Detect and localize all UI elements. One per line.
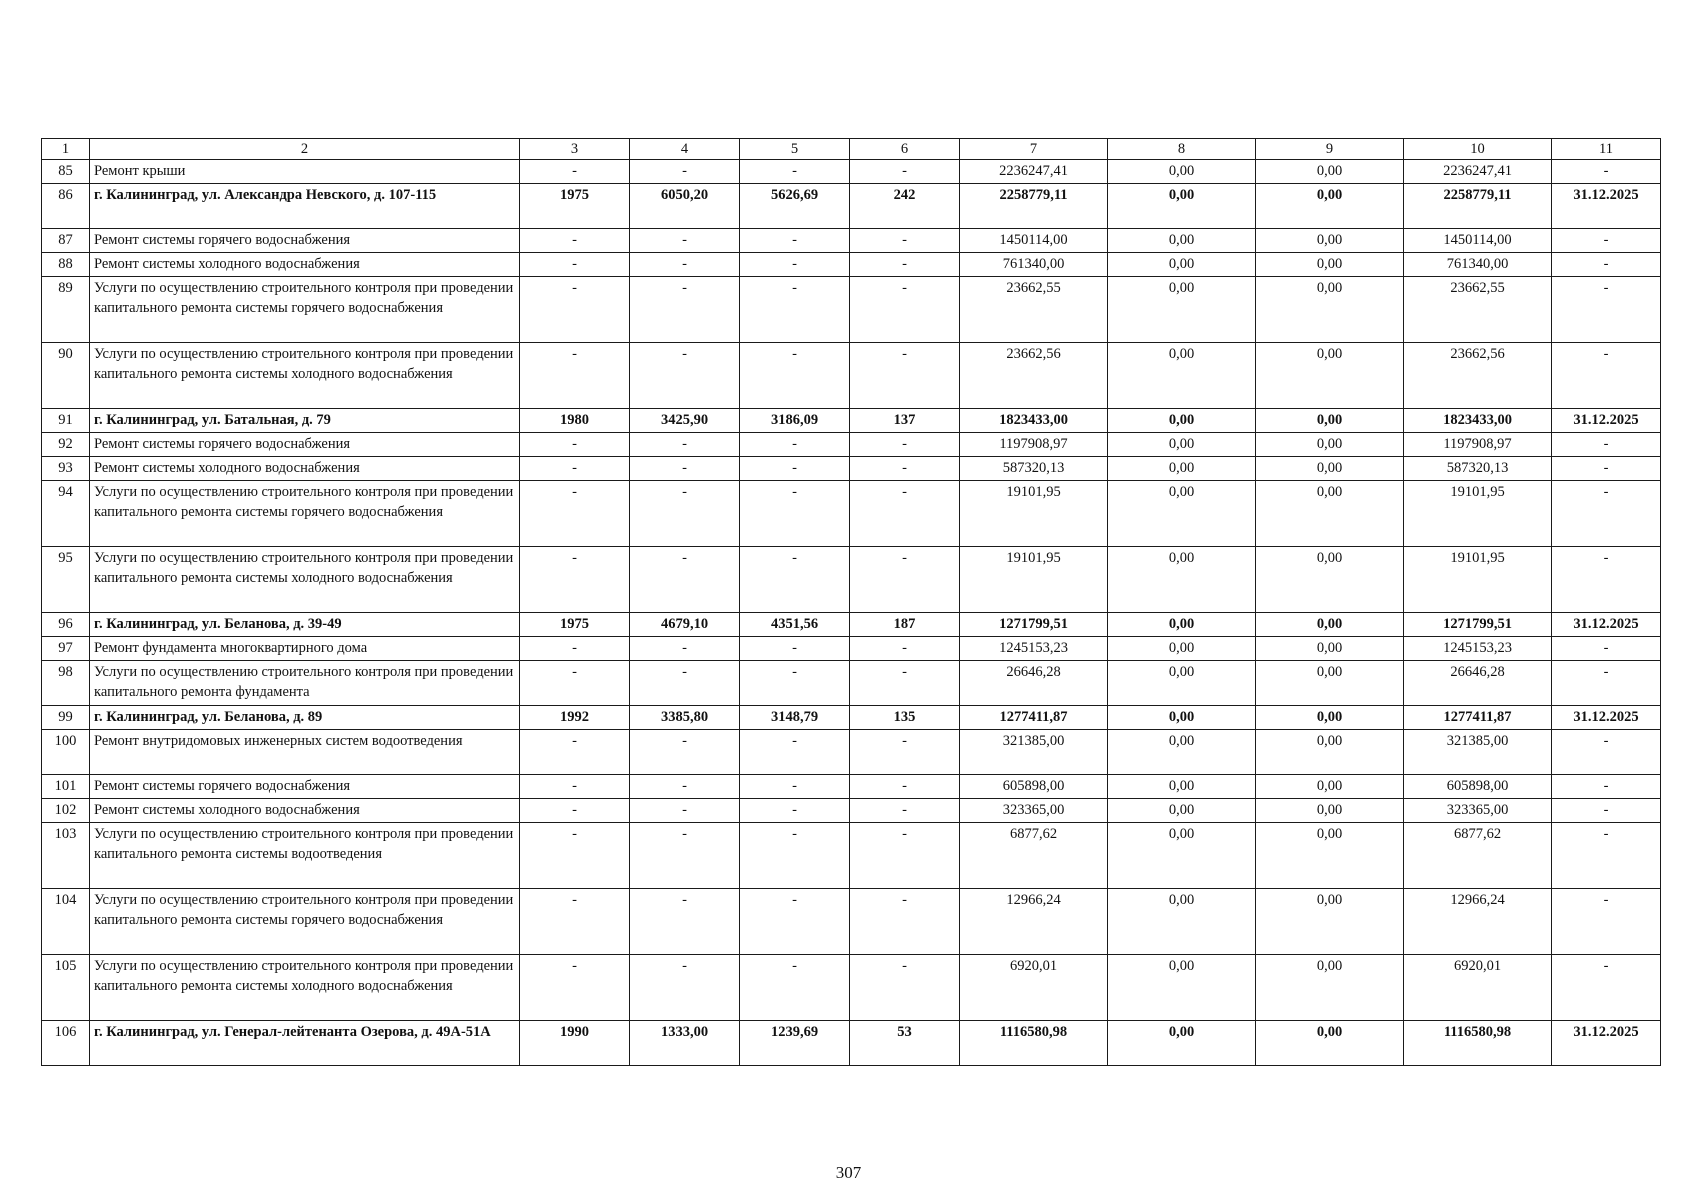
- completion-date: -: [1552, 775, 1661, 799]
- year-built: 1992: [520, 706, 630, 730]
- residential-area: -: [740, 637, 850, 661]
- address-row: [42, 1021, 1661, 1066]
- residential-area: -: [740, 823, 850, 889]
- row-title: Услуги по осуществлению строительного контроля при проведении капитального ремонта системы холодного водоснабжения: [90, 955, 520, 1021]
- completion-date: -: [1552, 229, 1661, 253]
- total-cost: 1271799,51: [960, 613, 1108, 637]
- year-built: -: [520, 277, 630, 343]
- total-cost: 19101,95: [960, 547, 1108, 613]
- column-number: 1: [42, 139, 90, 160]
- cost-owners: 2258779,11: [1404, 184, 1552, 229]
- cost-budget: 0,00: [1108, 457, 1256, 481]
- completion-date: -: [1552, 889, 1661, 955]
- cost-other: 0,00: [1256, 229, 1404, 253]
- year-built: -: [520, 457, 630, 481]
- residents-count: -: [850, 457, 960, 481]
- total-area: -: [630, 277, 740, 343]
- work-row: [42, 799, 1661, 823]
- cost-budget: 0,00: [1108, 160, 1256, 184]
- column-number: 9: [1256, 139, 1404, 160]
- total-area: 3425,90: [630, 409, 740, 433]
- cost-other: 0,00: [1256, 457, 1404, 481]
- work-row: [42, 889, 1661, 955]
- total-cost: 26646,28: [960, 661, 1108, 706]
- total-cost: 1450114,00: [960, 229, 1108, 253]
- row-number: 99: [42, 706, 90, 730]
- row-title: Услуги по осуществлению строительного контроля при проведении капитального ремонта системы горячего водоснабжения: [90, 277, 520, 343]
- completion-date: -: [1552, 433, 1661, 457]
- row-title: Услуги по осуществлению строительного контроля при проведении капитального ремонта системы холодного водоснабжения: [90, 343, 520, 409]
- row-number: 103: [42, 823, 90, 889]
- cost-other: 0,00: [1256, 481, 1404, 547]
- row-title: г. Калининград, ул. Беланова, д. 39-49: [90, 613, 520, 637]
- work-row: [42, 343, 1661, 409]
- residential-area: -: [740, 730, 850, 775]
- completion-date: -: [1552, 343, 1661, 409]
- residential-area: -: [740, 799, 850, 823]
- cost-budget: 0,00: [1108, 730, 1256, 775]
- cost-owners: 6877,62: [1404, 823, 1552, 889]
- residents-count: -: [850, 481, 960, 547]
- residential-area: -: [740, 955, 850, 1021]
- total-cost: 1116580,98: [960, 1021, 1108, 1066]
- total-cost: 23662,56: [960, 343, 1108, 409]
- row-title: Ремонт системы холодного водоснабжения: [90, 253, 520, 277]
- year-built: -: [520, 661, 630, 706]
- total-area: -: [630, 730, 740, 775]
- cost-owners: 587320,13: [1404, 457, 1552, 481]
- address-row: [42, 184, 1661, 229]
- residential-area: 1239,69: [740, 1021, 850, 1066]
- cost-owners: 321385,00: [1404, 730, 1552, 775]
- cost-budget: 0,00: [1108, 799, 1256, 823]
- cost-owners: 1116580,98: [1404, 1021, 1552, 1066]
- total-cost: 23662,55: [960, 277, 1108, 343]
- residents-count: 187: [850, 613, 960, 637]
- row-number: 98: [42, 661, 90, 706]
- year-built: -: [520, 481, 630, 547]
- row-number: 104: [42, 889, 90, 955]
- row-number: 88: [42, 253, 90, 277]
- cost-budget: 0,00: [1108, 1021, 1256, 1066]
- completion-date: -: [1552, 277, 1661, 343]
- column-number: 2: [90, 139, 520, 160]
- completion-date: 31.12.2025: [1552, 184, 1661, 229]
- completion-date: -: [1552, 637, 1661, 661]
- total-area: 3385,80: [630, 706, 740, 730]
- total-cost: 1823433,00: [960, 409, 1108, 433]
- work-row: [42, 229, 1661, 253]
- row-title: г. Калининград, ул. Батальная, д. 79: [90, 409, 520, 433]
- total-cost: 2236247,41: [960, 160, 1108, 184]
- total-area: -: [630, 547, 740, 613]
- total-cost: 6920,01: [960, 955, 1108, 1021]
- residents-count: 53: [850, 1021, 960, 1066]
- work-row: [42, 730, 1661, 775]
- completion-date: -: [1552, 730, 1661, 775]
- completion-date: 31.12.2025: [1552, 1021, 1661, 1066]
- total-cost: 19101,95: [960, 481, 1108, 547]
- cost-owners: 605898,00: [1404, 775, 1552, 799]
- cost-other: 0,00: [1256, 184, 1404, 229]
- cost-budget: 0,00: [1108, 481, 1256, 547]
- total-area: 1333,00: [630, 1021, 740, 1066]
- row-title: г. Калининград, ул. Александра Невского, д. 107-115: [90, 184, 520, 229]
- residents-count: -: [850, 775, 960, 799]
- total-area: -: [630, 799, 740, 823]
- total-cost: 12966,24: [960, 889, 1108, 955]
- row-title: Ремонт системы горячего водоснабжения: [90, 433, 520, 457]
- cost-budget: 0,00: [1108, 343, 1256, 409]
- cost-other: 0,00: [1256, 889, 1404, 955]
- cost-other: 0,00: [1256, 409, 1404, 433]
- row-title: Услуги по осуществлению строительного контроля при проведении капитального ремонта системы горячего водоснабжения: [90, 481, 520, 547]
- cost-other: 0,00: [1256, 775, 1404, 799]
- total-area: -: [630, 661, 740, 706]
- row-number: 105: [42, 955, 90, 1021]
- residents-count: -: [850, 229, 960, 253]
- work-row: [42, 547, 1661, 613]
- row-number: 91: [42, 409, 90, 433]
- work-row: [42, 160, 1661, 184]
- total-area: -: [630, 481, 740, 547]
- row-title: г. Калининград, ул. Генерал-лейтенанта Озерова, д. 49А-51А: [90, 1021, 520, 1066]
- row-title: Услуги по осуществлению строительного контроля при проведении капитального ремонта системы горячего водоснабжения: [90, 889, 520, 955]
- residential-area: -: [740, 277, 850, 343]
- row-title: Ремонт системы горячего водоснабжения: [90, 775, 520, 799]
- row-number: 102: [42, 799, 90, 823]
- work-row: [42, 955, 1661, 1021]
- completion-date: -: [1552, 799, 1661, 823]
- repair-program-table: [41, 138, 1661, 1066]
- row-number: 93: [42, 457, 90, 481]
- row-title: г. Калининград, ул. Беланова, д. 89: [90, 706, 520, 730]
- year-built: -: [520, 775, 630, 799]
- cost-owners: 761340,00: [1404, 253, 1552, 277]
- residential-area: -: [740, 160, 850, 184]
- residential-area: 3186,09: [740, 409, 850, 433]
- cost-budget: 0,00: [1108, 706, 1256, 730]
- total-cost: 1197908,97: [960, 433, 1108, 457]
- work-row: [42, 637, 1661, 661]
- residents-count: -: [850, 799, 960, 823]
- total-cost: 761340,00: [960, 253, 1108, 277]
- residents-count: -: [850, 547, 960, 613]
- year-built: -: [520, 955, 630, 1021]
- completion-date: -: [1552, 661, 1661, 706]
- year-built: -: [520, 343, 630, 409]
- row-title: Ремонт системы холодного водоснабжения: [90, 457, 520, 481]
- residents-count: -: [850, 343, 960, 409]
- year-built: -: [520, 637, 630, 661]
- column-number: 4: [630, 139, 740, 160]
- cost-owners: 12966,24: [1404, 889, 1552, 955]
- row-number: 94: [42, 481, 90, 547]
- total-area: 6050,20: [630, 184, 740, 229]
- total-area: -: [630, 775, 740, 799]
- residential-area: 4351,56: [740, 613, 850, 637]
- residents-count: -: [850, 955, 960, 1021]
- cost-budget: 0,00: [1108, 409, 1256, 433]
- residential-area: -: [740, 889, 850, 955]
- cost-owners: 323365,00: [1404, 799, 1552, 823]
- cost-other: 0,00: [1256, 547, 1404, 613]
- work-row: [42, 823, 1661, 889]
- cost-owners: 1245153,23: [1404, 637, 1552, 661]
- cost-budget: 0,00: [1108, 184, 1256, 229]
- row-number: 92: [42, 433, 90, 457]
- completion-date: -: [1552, 253, 1661, 277]
- cost-other: 0,00: [1256, 823, 1404, 889]
- completion-date: -: [1552, 481, 1661, 547]
- year-built: -: [520, 799, 630, 823]
- year-built: 1990: [520, 1021, 630, 1066]
- residential-area: -: [740, 253, 850, 277]
- total-cost: 1277411,87: [960, 706, 1108, 730]
- cost-budget: 0,00: [1108, 277, 1256, 343]
- residential-area: -: [740, 457, 850, 481]
- row-title: Ремонт системы горячего водоснабжения: [90, 229, 520, 253]
- cost-budget: 0,00: [1108, 661, 1256, 706]
- year-built: -: [520, 433, 630, 457]
- row-title: Услуги по осуществлению строительного контроля при проведении капитального ремонта системы холодного водоснабжения: [90, 547, 520, 613]
- address-row: [42, 706, 1661, 730]
- column-number: 3: [520, 139, 630, 160]
- cost-owners: 23662,55: [1404, 277, 1552, 343]
- residents-count: -: [850, 160, 960, 184]
- residents-count: -: [850, 823, 960, 889]
- total-area: -: [630, 433, 740, 457]
- completion-date: 31.12.2025: [1552, 409, 1661, 433]
- residential-area: -: [740, 775, 850, 799]
- cost-owners: 19101,95: [1404, 481, 1552, 547]
- work-row: [42, 457, 1661, 481]
- cost-other: 0,00: [1256, 637, 1404, 661]
- work-row: [42, 277, 1661, 343]
- total-area: -: [630, 823, 740, 889]
- total-cost: 321385,00: [960, 730, 1108, 775]
- cost-other: 0,00: [1256, 613, 1404, 637]
- row-number: 106: [42, 1021, 90, 1066]
- year-built: -: [520, 160, 630, 184]
- total-area: -: [630, 457, 740, 481]
- cost-other: 0,00: [1256, 661, 1404, 706]
- residential-area: -: [740, 547, 850, 613]
- cost-budget: 0,00: [1108, 433, 1256, 457]
- row-number: 97: [42, 637, 90, 661]
- completion-date: -: [1552, 160, 1661, 184]
- cost-owners: 26646,28: [1404, 661, 1552, 706]
- cost-owners: 1197908,97: [1404, 433, 1552, 457]
- row-number: 100: [42, 730, 90, 775]
- row-number: 87: [42, 229, 90, 253]
- total-cost: 2258779,11: [960, 184, 1108, 229]
- residents-count: 135: [850, 706, 960, 730]
- column-number: 10: [1404, 139, 1552, 160]
- row-title: Услуги по осуществлению строительного контроля при проведении капитального ремонта системы водоотведения: [90, 823, 520, 889]
- row-number: 96: [42, 613, 90, 637]
- cost-owners: 2236247,41: [1404, 160, 1552, 184]
- cost-other: 0,00: [1256, 799, 1404, 823]
- total-area: -: [630, 229, 740, 253]
- row-number: 101: [42, 775, 90, 799]
- residential-area: -: [740, 229, 850, 253]
- cost-budget: 0,00: [1108, 823, 1256, 889]
- total-cost: 605898,00: [960, 775, 1108, 799]
- cost-owners: 6920,01: [1404, 955, 1552, 1021]
- cost-owners: 1277411,87: [1404, 706, 1552, 730]
- row-title: Ремонт внутридомовых инженерных систем водоотведения: [90, 730, 520, 775]
- total-area: -: [630, 955, 740, 1021]
- row-number: 86: [42, 184, 90, 229]
- residents-count: 242: [850, 184, 960, 229]
- cost-budget: 0,00: [1108, 229, 1256, 253]
- cost-owners: 19101,95: [1404, 547, 1552, 613]
- row-title: Ремонт системы холодного водоснабжения: [90, 799, 520, 823]
- year-built: 1975: [520, 613, 630, 637]
- cost-owners: 1271799,51: [1404, 613, 1552, 637]
- cost-other: 0,00: [1256, 277, 1404, 343]
- row-number: 90: [42, 343, 90, 409]
- row-title: Ремонт фундамента многоквартирного дома: [90, 637, 520, 661]
- work-row: [42, 253, 1661, 277]
- cost-budget: 0,00: [1108, 613, 1256, 637]
- residential-area: -: [740, 481, 850, 547]
- work-row: [42, 775, 1661, 799]
- total-cost: 1245153,23: [960, 637, 1108, 661]
- cost-other: 0,00: [1256, 343, 1404, 409]
- residents-count: -: [850, 661, 960, 706]
- residents-count: -: [850, 433, 960, 457]
- year-built: -: [520, 730, 630, 775]
- year-built: -: [520, 229, 630, 253]
- row-title: Услуги по осуществлению строительного контроля при проведении капитального ремонта фундамента: [90, 661, 520, 706]
- cost-budget: 0,00: [1108, 955, 1256, 1021]
- residential-area: -: [740, 661, 850, 706]
- total-cost: 323365,00: [960, 799, 1108, 823]
- residents-count: -: [850, 637, 960, 661]
- cost-other: 0,00: [1256, 730, 1404, 775]
- completion-date: -: [1552, 457, 1661, 481]
- residential-area: -: [740, 433, 850, 457]
- cost-owners: 1823433,00: [1404, 409, 1552, 433]
- residential-area: 5626,69: [740, 184, 850, 229]
- address-row: [42, 613, 1661, 637]
- cost-budget: 0,00: [1108, 253, 1256, 277]
- total-area: -: [630, 889, 740, 955]
- cost-budget: 0,00: [1108, 637, 1256, 661]
- cost-budget: 0,00: [1108, 547, 1256, 613]
- completion-date: -: [1552, 955, 1661, 1021]
- cost-budget: 0,00: [1108, 775, 1256, 799]
- residential-area: 3148,79: [740, 706, 850, 730]
- residents-count: -: [850, 253, 960, 277]
- year-built: 1980: [520, 409, 630, 433]
- column-number-row: [42, 139, 1661, 160]
- residents-count: 137: [850, 409, 960, 433]
- year-built: 1975: [520, 184, 630, 229]
- work-row: [42, 481, 1661, 547]
- residents-count: -: [850, 889, 960, 955]
- completion-date: -: [1552, 823, 1661, 889]
- row-number: 89: [42, 277, 90, 343]
- cost-other: 0,00: [1256, 955, 1404, 1021]
- total-cost: 587320,13: [960, 457, 1108, 481]
- year-built: -: [520, 547, 630, 613]
- total-area: 4679,10: [630, 613, 740, 637]
- year-built: -: [520, 889, 630, 955]
- completion-date: 31.12.2025: [1552, 706, 1661, 730]
- page-number: 307: [835, 1163, 862, 1182]
- work-row: [42, 433, 1661, 457]
- cost-other: 0,00: [1256, 433, 1404, 457]
- cost-other: 0,00: [1256, 706, 1404, 730]
- year-built: -: [520, 823, 630, 889]
- column-number: 6: [850, 139, 960, 160]
- row-number: 95: [42, 547, 90, 613]
- residents-count: -: [850, 277, 960, 343]
- cost-other: 0,00: [1256, 160, 1404, 184]
- residential-area: -: [740, 343, 850, 409]
- total-area: -: [630, 637, 740, 661]
- total-cost: 6877,62: [960, 823, 1108, 889]
- completion-date: 31.12.2025: [1552, 613, 1661, 637]
- row-number: 85: [42, 160, 90, 184]
- cost-other: 0,00: [1256, 253, 1404, 277]
- work-row: [42, 661, 1661, 706]
- cost-budget: 0,00: [1108, 889, 1256, 955]
- year-built: -: [520, 253, 630, 277]
- address-row: [42, 409, 1661, 433]
- residents-count: -: [850, 730, 960, 775]
- column-number: 11: [1552, 139, 1661, 160]
- total-area: -: [630, 253, 740, 277]
- total-area: -: [630, 343, 740, 409]
- completion-date: -: [1552, 547, 1661, 613]
- row-title: Ремонт крыши: [90, 160, 520, 184]
- total-area: -: [630, 160, 740, 184]
- column-number: 8: [1108, 139, 1256, 160]
- column-number: 5: [740, 139, 850, 160]
- cost-other: 0,00: [1256, 1021, 1404, 1066]
- column-number: 7: [960, 139, 1108, 160]
- cost-owners: 1450114,00: [1404, 229, 1552, 253]
- cost-owners: 23662,56: [1404, 343, 1552, 409]
